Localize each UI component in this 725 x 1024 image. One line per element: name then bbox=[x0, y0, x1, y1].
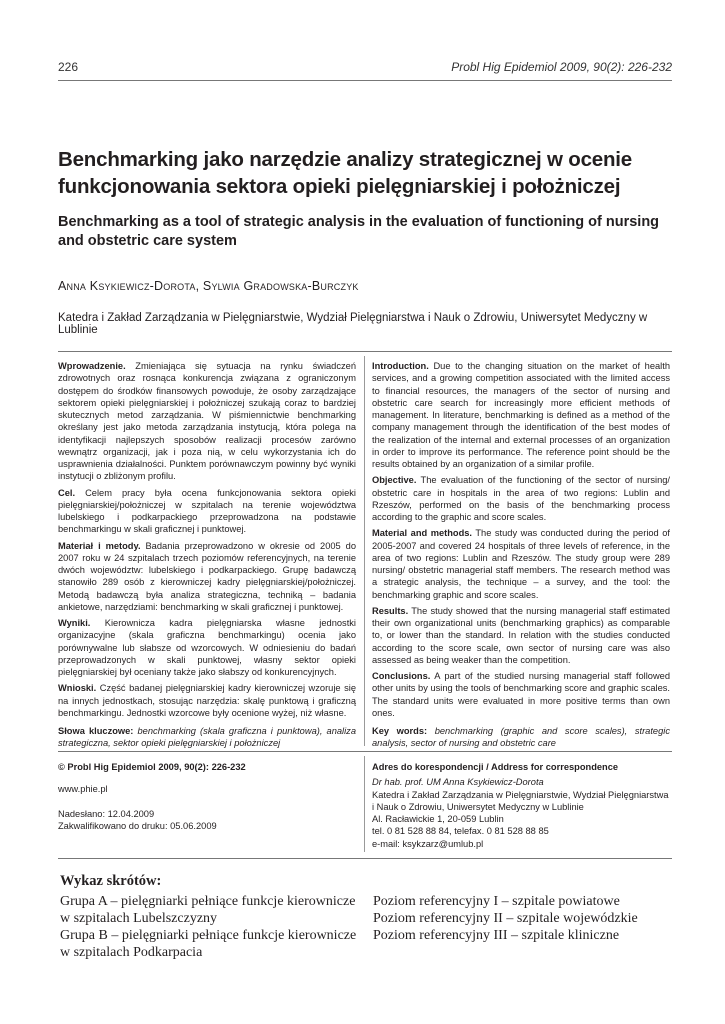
abstract-paragraph bbox=[58, 682, 356, 719]
abstract-column-divider bbox=[364, 356, 365, 746]
abbreviation-line: Poziom referencyjny I – szpitale powiatowe bbox=[373, 894, 620, 909]
abstract-section-label: Introduction. bbox=[372, 361, 429, 371]
article-title-polish: Benchmarking jako narzędzie analizy strategicznej w ocenie funkcjonowania sektora opieki pielęgniarskiej i położniczej bbox=[58, 148, 632, 198]
abstract-section-text: Część badanej pielęgniarskiej kadry kierowniczej wzoruje się na innych jednostkach, stosując narzędzia: skalę punktową i graficzną benchmarkingu. Jednostki wzorcowe były ocenione wyżej, niż własne. bbox=[58, 683, 356, 718]
abstract-paragraph bbox=[372, 670, 670, 719]
received-date: Nadesłano: 12.04.2009 bbox=[58, 808, 155, 819]
abstract-section-label: Wprowadzenie. bbox=[58, 361, 126, 371]
page-number: 226 bbox=[58, 60, 79, 74]
abstract-english bbox=[372, 360, 670, 754]
affiliation: Katedra i Zakład Zarządzania w Pielęgniarstwie, Wydział Pielęgniarstwa i Nauk o Zdrowiu, Uniwersytet Medyczny w Lublinie bbox=[58, 312, 648, 336]
authors: Anna Ksykiewicz-Dorota, Sylwia Gradowska-Burczyk bbox=[58, 279, 359, 293]
abstract-paragraph bbox=[372, 474, 670, 523]
keywords-english bbox=[372, 725, 670, 750]
abstract-top-rule bbox=[58, 351, 672, 352]
journal-reference: Probl Hig Epidemiol 2009, 90(2): 226-232 bbox=[451, 60, 672, 74]
abstract-section-text: The evaluation of the functioning of the sector of nursing/ obstetric care in hospitals in the area of two regions: Lublin and Rzeszów, performed on the basis of the benchmarking process according to the graphic and score scales. bbox=[372, 475, 670, 522]
address-line: Al. Racławickie 1, 20-059 Lublin bbox=[372, 814, 504, 825]
publication-info bbox=[58, 761, 356, 832]
metadata-column-divider bbox=[364, 756, 365, 852]
abstract-section-label: Materiał i metody. bbox=[58, 540, 141, 551]
abstract-section-text: Badania przeprowadzono w okresie od 2005 do 2007 roku w 24 szpitalach trzech poziomów referencyjnych, na terenie dwóch województw: lubelskiego i podkarpackiego. Grupę badawczą stanowiło 289 osób z kierowniczej kadry pielęgniarskiej/położniczej. Metodą badawczą była analiza strategiczna, techniką – badania ankietowe, narzędziami: benchmarking w skali graficznej i punktowej. bbox=[58, 540, 356, 612]
abstract-polish bbox=[58, 360, 356, 754]
keywords-polish bbox=[58, 725, 356, 750]
keywords-text: benchmarking (graphic and score scales), strategic analysis, sector of nursing and obstetric care bbox=[372, 726, 670, 749]
address-line: tel. 0 81 528 88 84, telefax. 0 81 528 88 85 bbox=[372, 826, 549, 837]
abstract-section-text: The study showed that the nursing managerial staff estimated their own organizational units (benchmarking graphics) as comparable to, or lower than the standard. In relation with the studies conducted according to the score scale, own sector of nursing care was also assessed as being weaker than the competition. bbox=[372, 605, 670, 665]
abstract-paragraph bbox=[58, 360, 356, 483]
abbreviations-right bbox=[373, 893, 683, 944]
abstract-section-text: Kierownicza kadra pielęgniarska własne jednostki organizacyjne (skala graficzna benchmarkingu) ocenia jako porównywalne lub słabsze od wzorcowych. W odniesieniu do badań przeprowadzonych w skali punktowej, własny sektor opieki pielęgniarskiej był oceniany także jako słabszy od konkurencyjnych. bbox=[58, 618, 356, 677]
copyright-line: © Probl Hig Epidemiol 2009, 90(2): 226-232 bbox=[58, 762, 246, 772]
address-line: i Nauk o Zdrowiu, Uniwersytet Medyczny w Lublinie bbox=[372, 801, 584, 812]
abstract-section-label: Material and methods. bbox=[372, 528, 473, 539]
abbreviation-line: Grupa B – pielęgniarki pełniące funkcje kierownicze bbox=[60, 928, 357, 943]
abstract-paragraph bbox=[58, 617, 356, 678]
abbreviation-line: Grupa A – pielęgniarki pełniące funkcje kierownicze bbox=[60, 894, 356, 909]
abstract-section-label: Wnioski. bbox=[58, 683, 97, 694]
correspondence-name: Dr hab. prof. UM Anna Ksykiewicz-Dorota bbox=[372, 777, 544, 788]
keywords-text: benchmarking (skala graficzna i punktowa), analiza strategiczna, sektor opieki pielęgniarskiej i położniczej bbox=[58, 726, 356, 749]
article-title-english: Benchmarking as a tool of strategic analysis in the evaluation of functioning of nursing and obstetric care system bbox=[58, 214, 660, 249]
abstract-section-label: Cel. bbox=[58, 487, 76, 498]
abstract-paragraph bbox=[372, 605, 670, 666]
abbreviations-left bbox=[60, 893, 370, 961]
keywords-label: Key words: bbox=[372, 726, 428, 736]
abstract-section-label: Objective. bbox=[372, 475, 417, 486]
abstract-section-text: Due to the changing situation on the market of health services, and a growing competition associated with the limited access to financial resources, the managers of the sector of nursing and obstetric care search for increasingly more efficient methods of management. In literature, benchmarking is defined as a method of the company management through the identification of the best modes of the realization of the internal and external processes of an organization in order to improve its performance. The reference point should be the results obtained by an organization of a similar profile. bbox=[372, 361, 670, 469]
accepted-date: Zakwalifikowano do druku: 05.06.2009 bbox=[58, 820, 217, 831]
abbreviations-heading: Wykaz skrótów: bbox=[60, 873, 162, 889]
abstract-paragraph bbox=[58, 540, 356, 614]
correspondence-heading: Adres do korespondencji / Address for correspondence bbox=[372, 762, 619, 772]
abstract-section-text: Celem pracy była ocena funkcjonowania sektora opieki pielęgniarskiej/położniczej w szpitalach na terenie województwa lubelskiego i podkarpackiego przeprowadzona na podstawie benchmarkingu w skali graficznej i punktowej. bbox=[58, 487, 356, 535]
metadata-bottom-rule bbox=[58, 858, 672, 859]
address-line: Katedra i Zakład Zarządzania w Pielęgniarstwie, Wydział Pielęgniarstwa bbox=[372, 789, 669, 800]
abstract-section-text: A part of the studied nursing managerial staff followed other units by using the tools of benchmarking score and graphic scales. The standard units were evaluated in more positive terms than own ones. bbox=[372, 671, 670, 718]
abstract-paragraph bbox=[372, 527, 670, 601]
abbreviation-line: w szpitalach Podkarpacia bbox=[60, 945, 203, 960]
abstract-section-text: Zmieniająca się sytuacja na rynku świadczeń zdrowotnych oraz rosnąca konkurencja związana z ograniczonym dostępem do środków finansowych powoduje, że osoby zarządzające sektorem opieki pielęgniarskiej i położniczej szukają coraz to bardziej skutecznych metod zarządzania. W piśmiennictwie benchmarking określany jest jako metoda zarządzania instytucją, która polega na identyfikacji najlepszych sposobów realizacji procesów zarówno wewnątrz organizacji, jak i poza nią, w celu wykorzystania ich do usprawnienia działalności. Punktem porównawczym powinny być wyniki instytucji o zbliżonym profilu. bbox=[58, 361, 356, 482]
abstract-paragraph bbox=[372, 360, 670, 470]
journal-url[interactable]: www.phie.pl bbox=[58, 784, 108, 795]
abbreviation-line: Poziom referencyjny III – szpitale kliniczne bbox=[373, 928, 620, 943]
abstract-section-text: The study was conducted during the period of 2005-2007 and covered 24 hospitals of three levels of reference, in the area of two regions: Lublin and Rzeszów. The study group were 289 nursing/ obstetric managerial staff members. The research method was a strategic analysis, the technique – a survey, and the tool: the benchmarking graphic and score scales. bbox=[372, 528, 670, 600]
abstract-section-label: Results. bbox=[372, 605, 409, 616]
abbreviation-line: Poziom referencyjny II – szpitale wojewódzkie bbox=[373, 911, 638, 926]
abbreviation-line: w szpitalach Lubelszczyzny bbox=[60, 911, 218, 926]
email-line[interactable]: e-mail: ksykzarz@umlub.pl bbox=[372, 838, 484, 849]
correspondence-address bbox=[372, 761, 672, 850]
header-rule bbox=[58, 80, 672, 81]
abstract-paragraph bbox=[58, 487, 356, 536]
abstract-section-label: Wyniki. bbox=[58, 618, 91, 628]
metadata-top-rule bbox=[58, 751, 672, 752]
abstract-section-label: Conclusions. bbox=[372, 671, 431, 681]
keywords-label: Słowa kluczowe: bbox=[58, 726, 134, 736]
